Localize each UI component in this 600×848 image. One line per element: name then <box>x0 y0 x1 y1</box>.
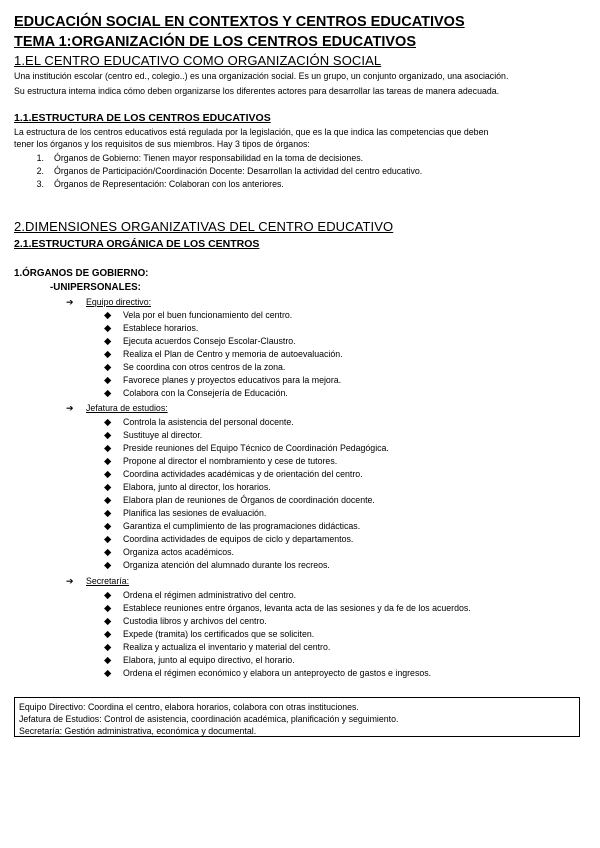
section1-1-paragraph-line-1: La estructura de los centros educativos está regulada por la legislación, que es la que indica las competencias que deben <box>14 127 489 137</box>
diamond-bullet-icon: ◆ <box>104 430 112 441</box>
duty-text: Propone al director el nombramiento y cese de tutores. <box>123 456 338 466</box>
diamond-bullet-icon: ◆ <box>104 349 112 360</box>
duty-text: Establece reuniones entre órganos, levanta acta de las sesiones y da fe de los acuerdos. <box>123 603 471 613</box>
diamond-bullet-icon: ◆ <box>104 603 112 614</box>
diamond-bullet-icon: ◆ <box>104 534 112 545</box>
duties-equipo-directivo <box>104 309 343 400</box>
duty-text: Elabora, junto al equipo directivo, el horario. <box>123 655 295 665</box>
list-item <box>104 374 343 387</box>
role-name: Secretaría: <box>86 576 130 586</box>
duties-jefatura-de-estudios <box>104 416 389 572</box>
list-item <box>104 507 389 520</box>
list-item <box>104 654 471 667</box>
duty-text: Ordena el régimen económico y elabora un anteproyecto de gastos e ingresos. <box>123 668 432 678</box>
list-number: 3. <box>36 179 44 189</box>
diamond-bullet-icon: ◆ <box>104 560 112 571</box>
diamond-bullet-icon: ◆ <box>104 469 112 480</box>
organ-types-list <box>14 152 422 191</box>
duty-text: Organiza actos académicos. <box>123 547 234 557</box>
governing-organs-title: 1.ÓRGANOS DE GOBIERNO: <box>14 268 149 279</box>
list-item <box>104 429 389 442</box>
diamond-bullet-icon: ◆ <box>104 310 112 321</box>
diamond-bullet-icon: ◆ <box>104 388 112 399</box>
duties-secretaria <box>104 589 471 680</box>
duty-text: Colabora con la Consejería de Educación. <box>123 388 288 398</box>
diamond-bullet-icon: ◆ <box>104 590 112 601</box>
role-equipo-directivo <box>66 297 151 308</box>
diamond-bullet-icon: ◆ <box>104 668 112 679</box>
summary-line-jefatura: Jefatura de Estudios: Control de asistencia, coordinación académica, planificación y seguimiento. <box>19 714 399 724</box>
list-item <box>104 520 389 533</box>
duty-text: Planifica las sesiones de evaluación. <box>123 508 267 518</box>
duty-text: Coordina actividades académicas y de orientación del centro. <box>123 469 363 479</box>
list-item <box>104 361 343 374</box>
summary-box <box>14 697 580 737</box>
diamond-bullet-icon: ◆ <box>104 375 112 386</box>
duty-text: Coordina actividades de equipos de ciclo y departamentos. <box>123 534 354 544</box>
list-item <box>104 615 471 628</box>
unipersonal-title: -UNIPERSONALES: <box>50 282 141 293</box>
role-secretaria <box>66 576 129 587</box>
organ-type-item <box>14 152 422 165</box>
document-title: EDUCACIÓN SOCIAL EN CONTEXTOS Y CENTROS EDUCATIVOS <box>14 14 465 30</box>
organ-type-item <box>14 178 422 191</box>
organ-type-text: Órganos de Representación: Colaboran con los anteriores. <box>54 179 284 189</box>
duty-text: Se coordina con otros centros de la zona. <box>123 362 286 372</box>
section2-heading: 2.DIMENSIONES ORGANIZATIVAS DEL CENTRO EDUCATIVO <box>14 219 394 234</box>
diamond-bullet-icon: ◆ <box>104 508 112 519</box>
section1-1-heading: 1.1.ESTRUCTURA DE LOS CENTROS EDUCATIVOS <box>14 112 271 124</box>
organ-type-text: Órganos de Gobierno: Tienen mayor responsabilidad en la toma de decisiones. <box>54 153 364 163</box>
section1-paragraph-line-1: Una institución escolar (centro ed., colegio..) es una organización social. Es un grupo, un conjunto organizado, una asociación. <box>14 71 509 81</box>
list-item <box>104 442 389 455</box>
duty-text: Ejecuta acuerdos Consejo Escolar-Claustro. <box>123 336 296 346</box>
list-item <box>104 309 343 322</box>
list-item <box>104 559 389 572</box>
diamond-bullet-icon: ◆ <box>104 336 112 347</box>
role-jefatura-de-estudios <box>66 403 168 414</box>
list-item <box>104 335 343 348</box>
arrow-icon: ➔ <box>66 297 74 307</box>
duty-text: Elabora plan de reuniones de Órganos de coordinación docente. <box>123 495 375 505</box>
diamond-bullet-icon: ◆ <box>104 521 112 532</box>
diamond-bullet-icon: ◆ <box>104 655 112 666</box>
duty-text: Realiza y actualiza el inventario y material del centro. <box>123 642 331 652</box>
section1-heading: 1.EL CENTRO EDUCATIVO COMO ORGANIZACIÓN SOCIAL <box>14 53 382 68</box>
list-item <box>104 468 389 481</box>
list-item <box>104 481 389 494</box>
arrow-icon: ➔ <box>66 403 74 413</box>
duty-text: Realiza el Plan de Centro y memoria de autoevaluación. <box>123 349 343 359</box>
diamond-bullet-icon: ◆ <box>104 482 112 493</box>
duty-text: Expede (tramita) los certificados que se soliciten. <box>123 629 315 639</box>
duty-text: Controla la asistencia del personal docente. <box>123 417 294 427</box>
section1-paragraph-line-2: Su estructura interna indica cómo deben organizarse los diferentes actores para desarrollar las tareas de manera adecuada. <box>14 86 500 96</box>
arrow-icon: ➔ <box>66 576 74 586</box>
list-item <box>104 455 389 468</box>
list-item <box>104 494 389 507</box>
diamond-bullet-icon: ◆ <box>104 629 112 640</box>
duty-text: Preside reuniones del Equipo Técnico de Coordinación Pedagógica. <box>123 443 389 453</box>
duty-text: Sustituye al director. <box>123 430 203 440</box>
list-item <box>104 387 343 400</box>
list-item <box>104 533 389 546</box>
list-item <box>104 589 471 602</box>
role-name: Equipo directivo: <box>86 297 152 307</box>
list-number: 1. <box>36 153 44 163</box>
diamond-bullet-icon: ◆ <box>104 456 112 467</box>
organ-type-item <box>14 165 422 178</box>
duty-text: Vela por el buen funcionamiento del centro. <box>123 310 293 320</box>
duty-text: Ordena el régimen administrativo del centro. <box>123 590 297 600</box>
list-item <box>104 546 389 559</box>
section2-1-heading: 2.1.ESTRUCTURA ORGÁNICA DE LOS CENTROS <box>14 238 260 250</box>
duty-text: Favorece planes y proyectos educativos para la mejora. <box>123 375 342 385</box>
list-item <box>104 628 471 641</box>
duty-text: Organiza atención del alumnado durante los recreos. <box>123 560 330 570</box>
section1-1-paragraph-line-2: tener los órganos y los requisitos de sus miembros. Hay 3 tipos de órganos: <box>14 139 310 149</box>
list-item <box>104 602 471 615</box>
list-number: 2. <box>36 166 44 176</box>
diamond-bullet-icon: ◆ <box>104 323 112 334</box>
list-item <box>104 641 471 654</box>
duty-text: Garantiza el cumplimiento de las programaciones didácticas. <box>123 521 361 531</box>
diamond-bullet-icon: ◆ <box>104 616 112 627</box>
diamond-bullet-icon: ◆ <box>104 443 112 454</box>
list-item <box>104 322 343 335</box>
duty-text: Elabora, junto al director, los horarios. <box>123 482 271 492</box>
organ-type-text: Órganos de Participación/Coordinación Docente: Desarrollan la actividad del centro educativo. <box>54 166 423 176</box>
summary-line-equipo-directivo: Equipo Directivo: Coordina el centro, elabora horarios, colabora con otras instituciones. <box>19 702 359 712</box>
topic-title: TEMA 1:ORGANIZACIÓN DE LOS CENTROS EDUCATIVOS <box>14 34 416 50</box>
list-item <box>104 416 389 429</box>
diamond-bullet-icon: ◆ <box>104 417 112 428</box>
duty-text: Establece horarios. <box>123 323 199 333</box>
list-item <box>104 348 343 361</box>
diamond-bullet-icon: ◆ <box>104 547 112 558</box>
diamond-bullet-icon: ◆ <box>104 362 112 373</box>
diamond-bullet-icon: ◆ <box>104 495 112 506</box>
list-item <box>104 667 471 680</box>
duty-text: Custodia libros y archivos del centro. <box>123 616 267 626</box>
summary-line-secretaria: Secretaría: Gestión administrativa, económica y documental. <box>19 726 257 736</box>
diamond-bullet-icon: ◆ <box>104 642 112 653</box>
role-name: Jefatura de estudios: <box>86 403 168 413</box>
